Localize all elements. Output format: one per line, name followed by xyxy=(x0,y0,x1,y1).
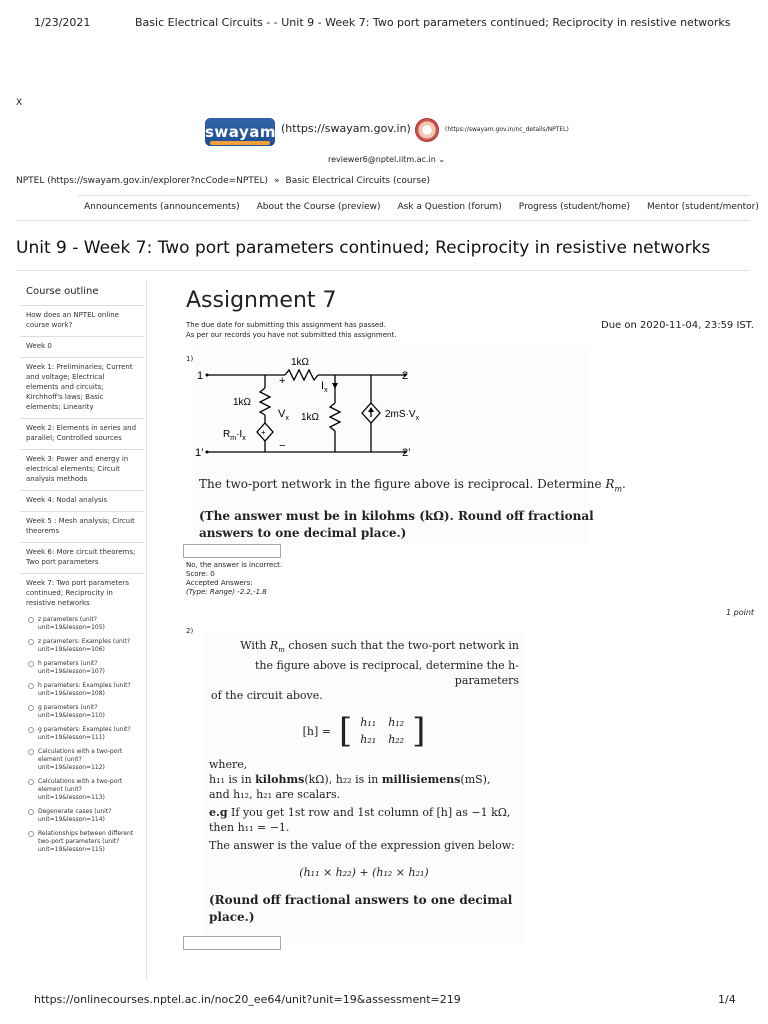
q2-scalars-line: and h₁₂, h₂₁ are scalars. xyxy=(209,788,341,802)
lesson-link[interactable]: z parameters: Examples (unit?unit=19&lesson=106) xyxy=(20,636,144,658)
sidebar-item-week5[interactable]: Week 5 : Mesh analysis; Circuit theorems xyxy=(20,512,144,543)
q2-var: R xyxy=(269,639,279,652)
swayam-link[interactable]: (https://swayam.gov.in) xyxy=(281,122,411,135)
h22: h₂₂ xyxy=(388,733,405,747)
course-outline-heading: Course outline xyxy=(20,280,144,306)
q2-units-line xyxy=(209,772,519,787)
eg-label: e.g xyxy=(209,806,228,820)
sidebar-divider xyxy=(146,280,147,980)
ix-subscript: x xyxy=(324,387,328,394)
question-points: 1 point xyxy=(726,608,755,617)
rm-letter: R xyxy=(223,429,231,440)
accepted-answer-range: (Type: Range) -2.2,-1.8 xyxy=(186,588,267,596)
matrix-entries xyxy=(360,715,404,747)
ix-letter: I xyxy=(321,380,325,392)
left-bracket: [ xyxy=(339,710,353,751)
question-2-text xyxy=(203,632,525,944)
breadcrumb-nptel[interactable]: NPTEL (https://swayam.gov.in/explorer?ncCode=NPTEL) xyxy=(16,176,269,186)
rm-ix-label xyxy=(223,429,246,442)
q1-text-end: . xyxy=(622,477,626,491)
q1-text-lead: The two-port network in the figure above is reciprocal. Determine xyxy=(199,477,606,491)
q1-instr-c: . Round off fractional answers to one decimal place.) xyxy=(199,509,594,540)
q1-var-sub: m xyxy=(614,484,623,494)
nptel-emblem-icon[interactable] xyxy=(415,118,439,142)
current-source-subscript: x xyxy=(415,415,420,422)
lesson-link[interactable]: Calculations with a two-port element (unit?unit=19&lesson=113) xyxy=(20,776,144,806)
middle-resistor-label: 1kΩ xyxy=(301,412,320,423)
question-1-instructions xyxy=(199,508,594,542)
q1-feedback xyxy=(186,561,282,597)
h-matrix xyxy=(209,710,519,751)
assignment-title: Assignment 7 xyxy=(186,288,337,313)
q2-var-sub: m xyxy=(278,646,285,655)
swayam-logo[interactable]: swayam xyxy=(205,118,275,146)
lesson-link[interactable]: Relationships between different two-port parameters (unit?unit=19&lesson=115) xyxy=(20,828,144,858)
circuit-diagram xyxy=(193,345,590,475)
q2-rounding-note: (Round off fractional answers to one decimal place.) xyxy=(209,893,513,925)
rm-ix-subscript: x xyxy=(242,435,246,442)
breadcrumb-separator: » xyxy=(274,176,280,186)
accepted-answers-label: Accepted Answers: xyxy=(186,579,253,587)
sidebar-item-week0[interactable]: Week 0 xyxy=(20,337,144,358)
rm-ix-tail: ·I xyxy=(236,429,243,440)
print-footer-url: https://onlinecourses.nptel.ac.in/noc20_ee64/unit?unit=19&assessment=219 xyxy=(34,993,461,1006)
lesson-link[interactable]: Degenerate cases (unit?unit=19&lesson=114) xyxy=(20,806,144,828)
vx-minus: − xyxy=(279,440,286,452)
q2-units-e: (mS), xyxy=(460,773,491,787)
unit-title: Unit 9 - Week 7: Two port parameters continued; Reciprocity in resistive networks xyxy=(16,238,711,258)
user-menu[interactable]: reviewer6@nptel.iitm.ac.in ⌄ xyxy=(328,155,446,164)
print-footer-page: 1/4 xyxy=(718,993,736,1006)
lesson-link[interactable]: Calculations with a two-port element (unit?unit=19&lesson=112) xyxy=(20,746,144,776)
incorrect-feedback: No, the answer is incorrect. xyxy=(186,561,283,569)
divider xyxy=(16,270,750,271)
sidebar-item-week4[interactable]: Week 4: Nodal analysis xyxy=(20,491,144,512)
port-1-label: 1 xyxy=(197,370,204,382)
answer-input[interactable] xyxy=(183,544,281,558)
sidebar-item-week6[interactable]: Week 6: More circuit theorems; Two port parameters xyxy=(20,543,144,574)
q1-instr-b: kilohms (kΩ) xyxy=(361,509,450,523)
vx-label xyxy=(278,408,289,422)
matrix-lhs: [h] = xyxy=(302,724,332,738)
lesson-link[interactable]: g parameters (unit?unit=19&lesson=110) xyxy=(20,702,144,724)
vx-letter: V xyxy=(278,408,286,420)
top-resistor-label: 1kΩ xyxy=(291,357,310,368)
due-passed-note: The due date for submitting this assignment has passed. xyxy=(186,321,386,329)
lesson-link[interactable]: h parameters: Examples (unit?unit=19&lesson=108) xyxy=(20,680,144,702)
sidebar-item-week3[interactable]: Week 3: Power and energy in electrical elements; Circuit analysis methods xyxy=(20,450,144,491)
nav-mentor[interactable]: Mentor (student/mentor) xyxy=(647,202,759,212)
divider xyxy=(16,220,750,221)
left-resistor-label: 1kΩ xyxy=(233,397,252,408)
nav-announcements[interactable]: Announcements (announcements) xyxy=(84,202,240,212)
nav-ask-question[interactable]: Ask a Question (forum) xyxy=(397,202,502,212)
course-outline-sidebar xyxy=(20,280,144,858)
lesson-link[interactable]: h parameters (unit?unit=19&lesson=107) xyxy=(20,658,144,680)
current-source-value: 2mS·V xyxy=(385,409,416,420)
print-title: Basic Electrical Circuits - - Unit 9 - Week 7: Two port parameters continued; Reciprocity in resistive networks xyxy=(135,16,731,29)
port-2p-label: 2’ xyxy=(402,447,411,459)
not-submitted-note: As per our records you have not submitted this assignment. xyxy=(186,331,397,339)
q2-line3: of the circuit above. xyxy=(211,689,323,703)
lesson-link[interactable]: g parameters: Examples (unit?unit=19&lesson=111) xyxy=(20,724,144,746)
nptel-details-link[interactable]: (https://swayam.gov.in/nc_details/NPTEL) xyxy=(445,126,569,133)
print-date: 1/23/2021 xyxy=(34,16,91,29)
q2-line1 xyxy=(209,638,519,658)
lesson-link[interactable]: z parameters (unit?unit=19&lesson=105) xyxy=(20,614,144,636)
q2-example-line xyxy=(209,805,519,820)
answer-input[interactable] xyxy=(183,936,281,950)
swayam-logo-underline xyxy=(210,141,270,145)
q2-example-result: then h₁₁ = −1. xyxy=(209,821,290,835)
score: Score: 0 xyxy=(186,570,215,578)
sidebar-item-week7[interactable]: Week 7: Two port parameters continued; Reciprocity in resistive networks xyxy=(26,579,129,607)
vx-subscript: x xyxy=(285,415,289,422)
q2-units-c: (kΩ), h₂₂ is in xyxy=(304,773,382,787)
breadcrumb-course[interactable]: Basic Electrical Circuits (course) xyxy=(285,176,431,186)
h21: h₂₁ xyxy=(360,733,377,747)
divider xyxy=(78,195,750,196)
q2-expression: (h₁₁ × h₂₂) + (h₁₂ × h₂₁) xyxy=(299,866,429,880)
h11: h₁₁ xyxy=(360,716,377,730)
nav-about[interactable]: About the Course (preview) xyxy=(256,202,381,212)
nav-progress[interactable]: Progress (student/home) xyxy=(518,202,631,212)
question-number: 1) xyxy=(186,355,194,363)
sidebar-item-how-it-works[interactable]: How does an NPTEL online course work? xyxy=(20,306,144,337)
question-1-text xyxy=(199,477,626,493)
q2-units-a: h₁₁ is in xyxy=(209,773,256,787)
question-number: 2) xyxy=(186,627,194,635)
q2-units-d: millisiemens xyxy=(381,773,461,787)
rm-subscript: m xyxy=(230,435,237,442)
dep-source-plus: + xyxy=(261,428,266,437)
port-1p-label: 1’ xyxy=(195,447,204,459)
right-bracket: ] xyxy=(412,710,426,751)
eg-text: If you get 1st row and 1st column of [h] as −1 kΩ, xyxy=(227,806,511,820)
q2-line1-end: chosen such that the two-port network in xyxy=(284,639,519,652)
q2-units-b: kilohms xyxy=(255,773,305,787)
sidebar-item-week2[interactable]: Week 2: Elements in series and parallel; Controlled sources xyxy=(20,419,144,450)
h12: h₁₂ xyxy=(388,716,405,730)
current-source-label xyxy=(385,409,420,422)
breadcrumb xyxy=(16,176,430,186)
ix-label xyxy=(321,380,328,394)
vx-plus: + xyxy=(279,375,286,387)
due-date: Due on 2020-11-04, 23:59 IST. xyxy=(601,320,754,331)
q1-var: R xyxy=(605,477,615,491)
port-2-label: 2 xyxy=(402,370,409,382)
course-nav xyxy=(84,202,759,212)
q2-line2: the figure above is reciprocal, determine the h-parameters xyxy=(254,659,519,688)
q2-line1-lead: With xyxy=(240,639,270,652)
q2-expression-intro: The answer is the value of the expression given below: xyxy=(209,839,515,853)
sidebar-item-week1[interactable]: Week 1: Preliminaries; Current and voltage; Electrical elements and circuits; Kirchhoff's laws; Basic elements; Linearity xyxy=(20,358,144,419)
q1-instr-a: (The answer must be in xyxy=(199,509,362,523)
where-label: where, xyxy=(209,758,248,772)
close-button[interactable]: X xyxy=(16,98,23,108)
